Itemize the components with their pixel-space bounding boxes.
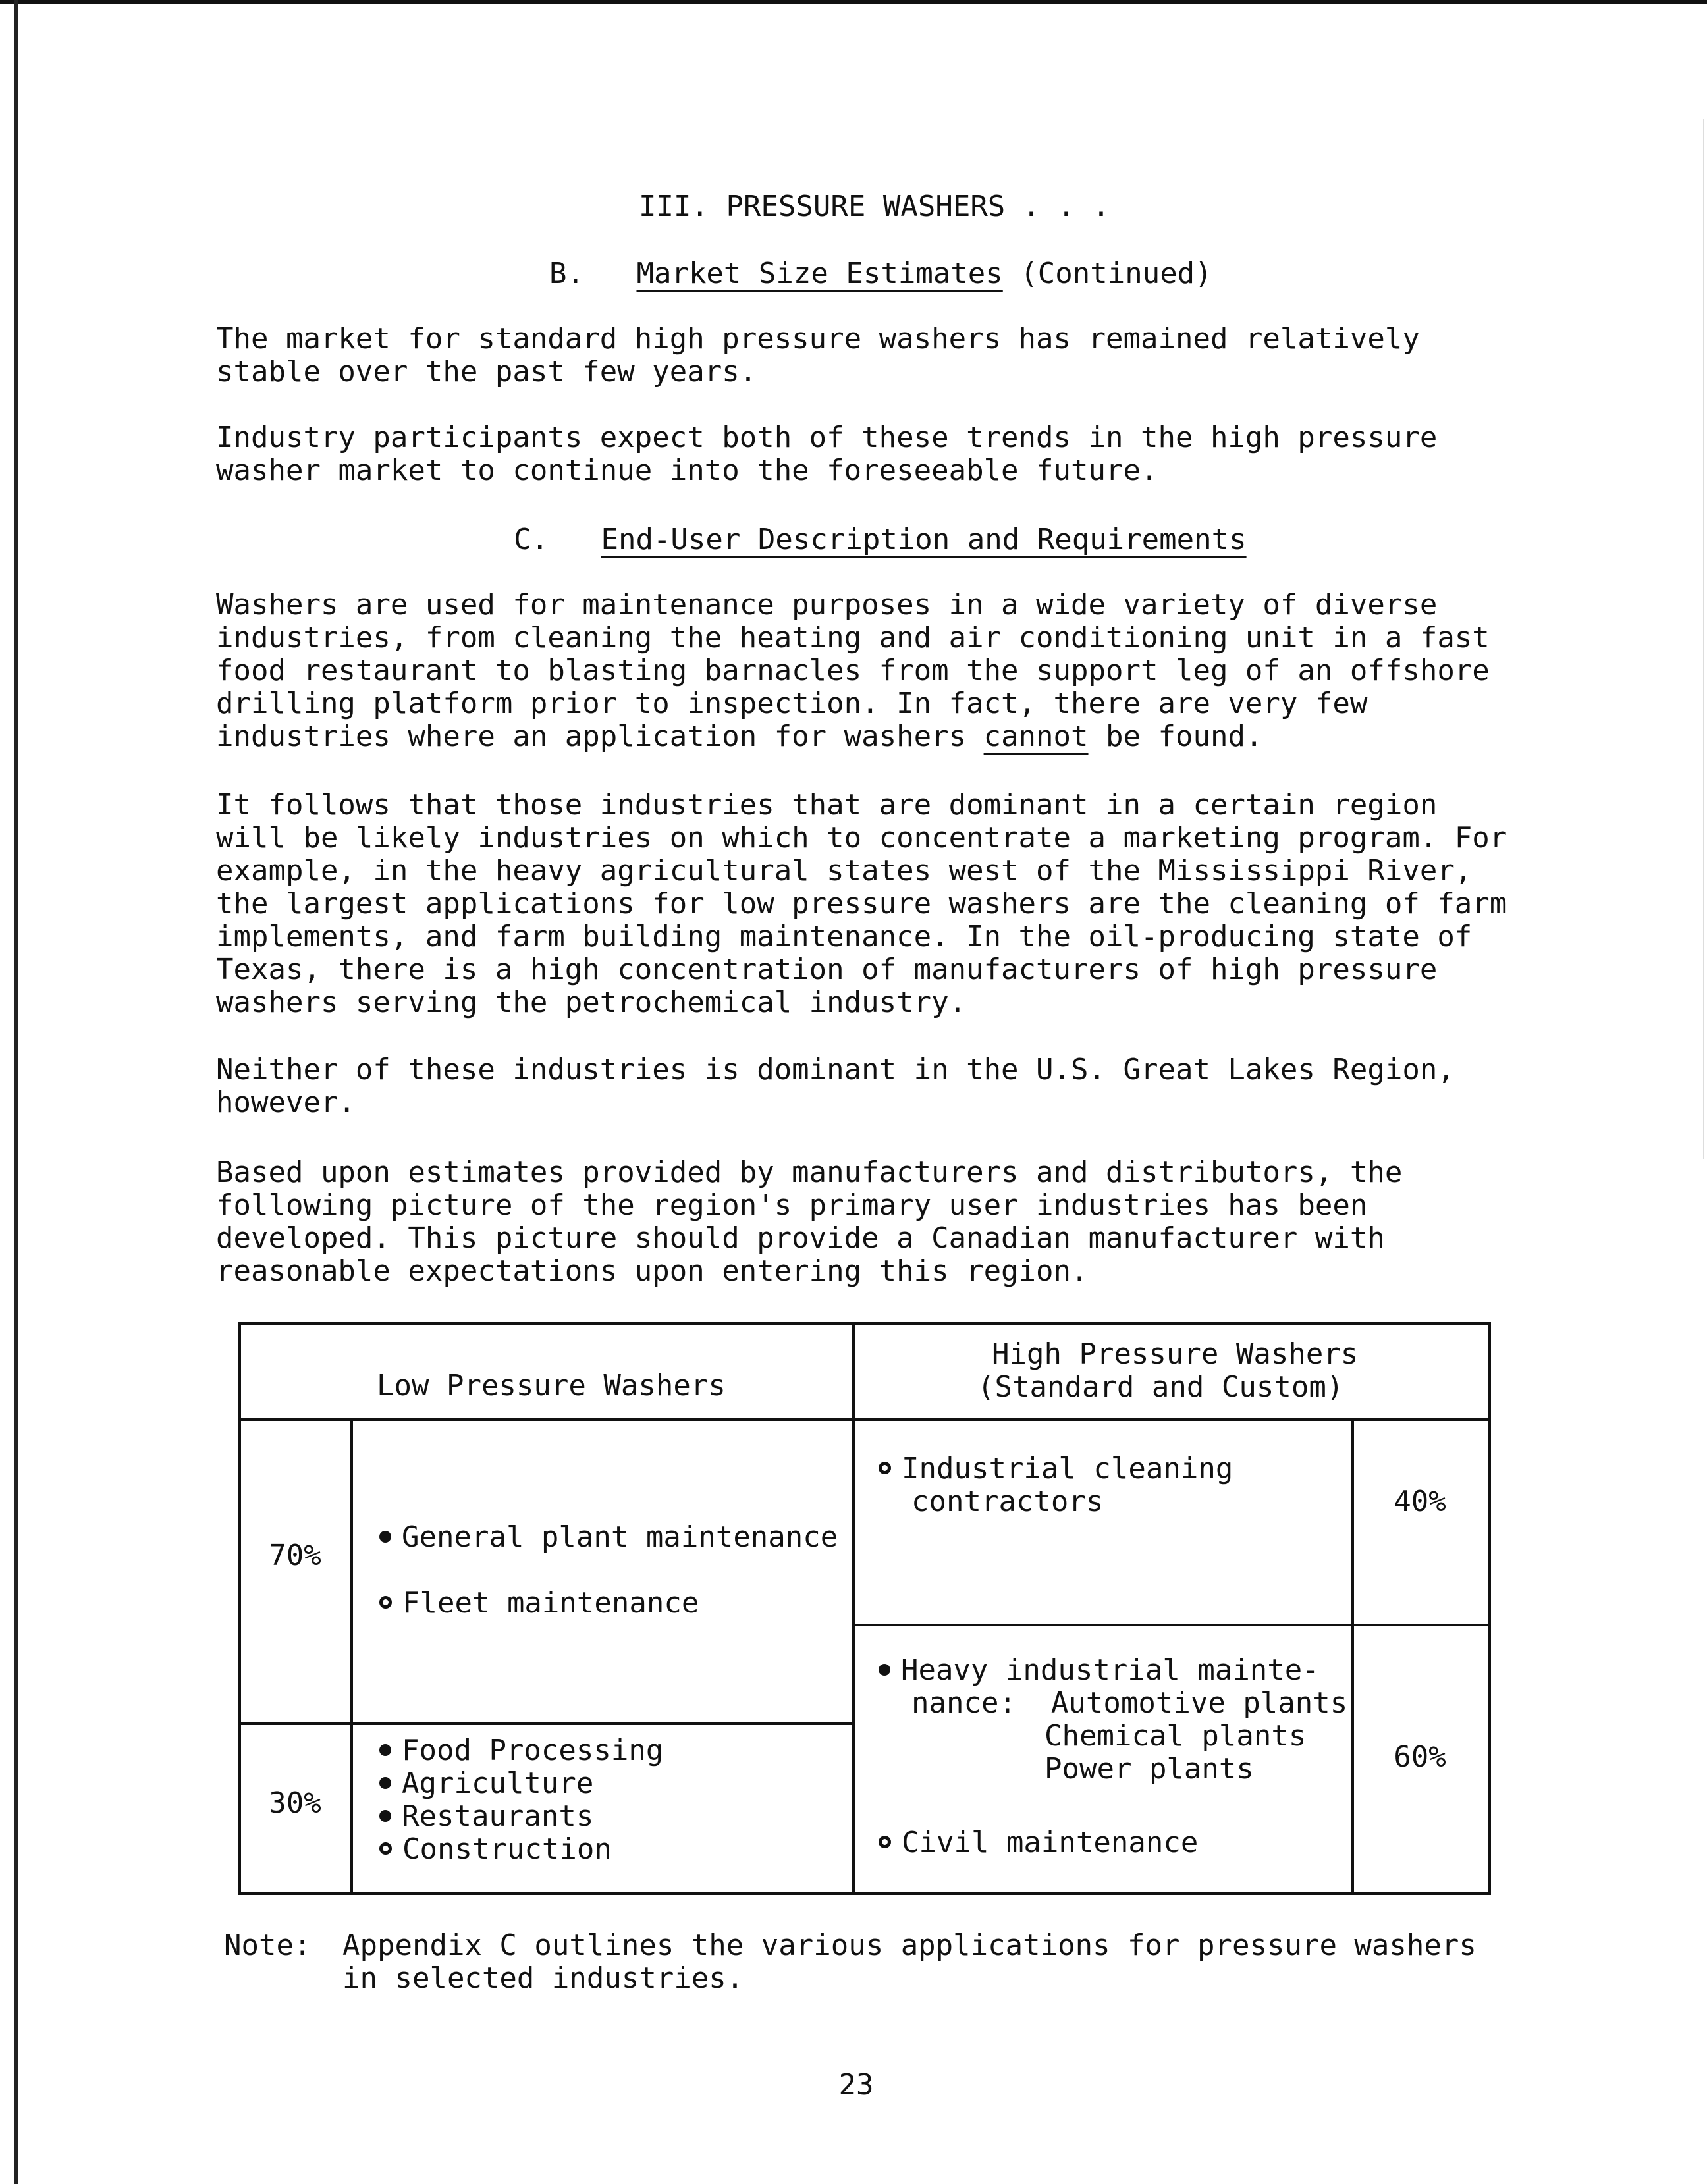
- bullet-icon: [379, 1777, 391, 1789]
- bullet-icon: [379, 1842, 392, 1855]
- top-border: [0, 0, 1707, 4]
- low-item-agriculture: [379, 1767, 593, 1800]
- low-item-general-plant: [379, 1521, 838, 1554]
- high-item-label: Industrial cleaning: [902, 1452, 1233, 1485]
- paragraph-trends: Industry participants expect both of these trends in the high pressure washer market to continue into the foreseeable future.: [216, 421, 1438, 487]
- washer-uses-emphasis: cannot: [983, 720, 1089, 753]
- washer-uses-text: Washers are used for maintenance purposes in a wide variety of diverse industries, from cleaning the heating and air conditioning unit in a fast food restaurant to blasting barnacles from the support leg of an offshore drilling platform prior to inspection. In fact, there are very few industries where an application for washers: [216, 588, 1490, 753]
- user-industries-table: [238, 1322, 1491, 1895]
- high-pct-divider: [1351, 1418, 1354, 1895]
- subsection-c-title: End-User Description and Requirements: [601, 523, 1247, 556]
- high-item-heavy-industrial: [879, 1654, 1320, 1687]
- high-row-divider: [852, 1624, 1491, 1626]
- bullet-icon: [379, 1531, 391, 1543]
- high-pressure-header-line1: High Pressure Washers: [992, 1337, 1359, 1371]
- high-item-industrial-cleaning: [879, 1452, 1233, 1485]
- page-number: 23: [838, 2068, 874, 2102]
- high-pct-40: 40%: [1394, 1485, 1446, 1518]
- low-pct-70: 70%: [269, 1539, 321, 1572]
- high-pct-60: 60%: [1394, 1740, 1446, 1774]
- subsection-c-heading: [514, 523, 1247, 557]
- table-left-border: [238, 1322, 241, 1895]
- right-edge-mark: [1703, 119, 1704, 1159]
- low-item-label: Fleet maintenance: [402, 1586, 699, 1620]
- paragraph-estimates: Based upon estimates provided by manufacturers and distributors, the following picture of the region's primary user industries has been developed. This picture should provide a Canadian manufacturer with reasonable expectations upon entering this region.: [216, 1156, 1403, 1288]
- high-pressure-header-line2: (Standard and Custom): [977, 1370, 1344, 1404]
- paragraph-regional-industries: It follows that those industries that are dominant in a certain region will be likely industries on which to concentrate a marketing program. For example, in the heavy agricultural states west of the Mississippi River, the largest applications for low pressure washers are the cleaning of farm implements, and farm building maintenance. In the oil-producing state of Texas, there is a high concentration of manufacturers of high pressure washers serving the petrochemical industry.: [216, 788, 1507, 1019]
- subsection-b-heading: [549, 257, 1212, 291]
- paragraph-market-stable: The market for standard high pressure washers has remained relatively stable over the past few years.: [216, 322, 1420, 388]
- subsection-b-suffix: (Continued): [1020, 257, 1212, 290]
- bullet-icon: [879, 1664, 890, 1676]
- low-item-food: [379, 1734, 663, 1767]
- high-item-chemical: Chemical plants: [1044, 1719, 1307, 1753]
- low-item-restaurants: [379, 1800, 593, 1833]
- bullet-icon: [879, 1836, 891, 1848]
- low-item-construction: [379, 1833, 612, 1866]
- low-item-label: Agriculture: [402, 1767, 594, 1800]
- table-bottom-border: [238, 1892, 1491, 1895]
- low-item-label: Food Processing: [402, 1734, 664, 1767]
- low-item-fleet: [379, 1587, 699, 1620]
- low-pct-30: 30%: [269, 1786, 321, 1820]
- paragraph-great-lakes: Neither of these industries is dominant in the U.S. Great Lakes Region, however.: [216, 1053, 1455, 1119]
- washer-uses-end: be found.: [1088, 720, 1263, 753]
- low-item-label: Construction: [402, 1832, 612, 1866]
- low-pressure-header: Low Pressure Washers: [377, 1369, 726, 1402]
- paragraph-washer-uses: [216, 589, 1513, 753]
- table-header-divider: [238, 1418, 1491, 1421]
- high-item-label: Heavy industrial mainte-: [901, 1653, 1320, 1687]
- low-pct-divider: [350, 1418, 353, 1895]
- note-text: Appendix C outlines the various applications for pressure washers in selected industries.: [342, 1929, 1477, 1995]
- low-item-label: Restaurants: [402, 1799, 594, 1833]
- high-item-label: Civil maintenance: [902, 1826, 1199, 1859]
- subsection-b-letter: B.: [549, 257, 584, 290]
- section-title: III. PRESSURE WASHERS . . .: [639, 190, 1110, 223]
- table-top-border: [238, 1322, 1491, 1325]
- subsection-c-letter: C.: [514, 523, 549, 556]
- subsection-b-title: Market Size Estimates: [636, 257, 1003, 290]
- bullet-icon: [379, 1744, 391, 1756]
- note-label: Note:: [224, 1929, 312, 1962]
- bullet-icon: [379, 1596, 392, 1609]
- bullet-icon: [379, 1810, 391, 1822]
- low-row-divider: [238, 1722, 855, 1725]
- table-right-border: [1488, 1322, 1491, 1895]
- left-border: [14, 0, 18, 2184]
- table-center-divider: [852, 1322, 855, 1895]
- high-item-automotive: nance: Automotive plants: [911, 1686, 1348, 1720]
- low-item-label: General plant maintenance: [402, 1520, 838, 1554]
- high-item-power: Power plants: [1044, 1752, 1254, 1786]
- high-item-industrial-cleaning-cont: contractors: [911, 1485, 1104, 1518]
- high-item-civil: [879, 1826, 1198, 1859]
- bullet-icon: [879, 1462, 891, 1474]
